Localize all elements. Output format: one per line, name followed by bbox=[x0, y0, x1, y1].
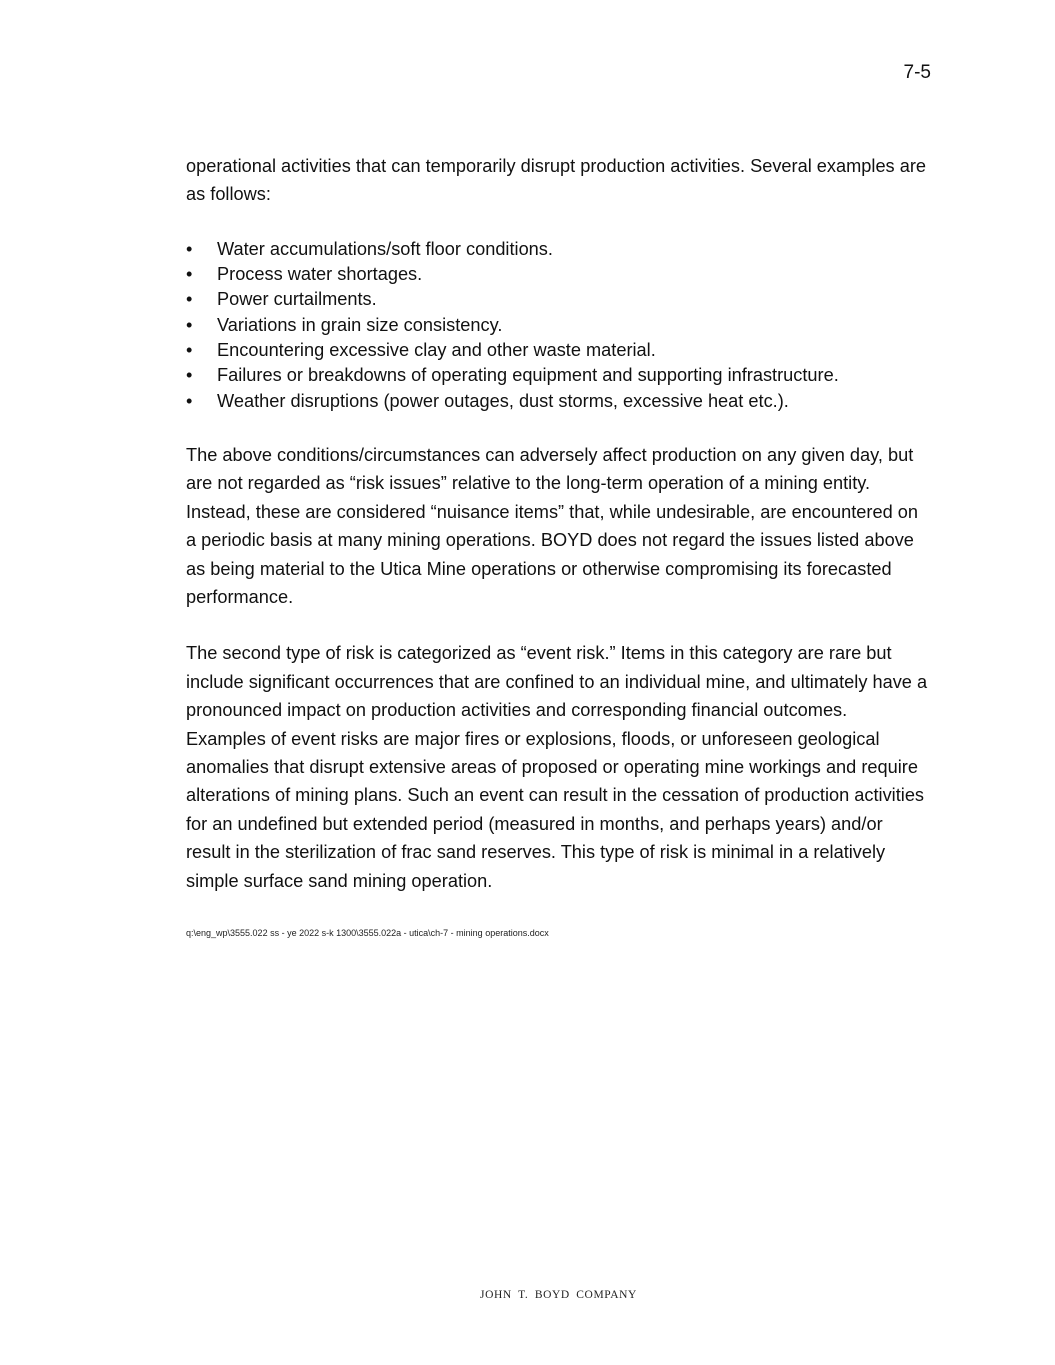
list-item-text: Weather disruptions (power outages, dust storms, excessive heat etc.). bbox=[217, 390, 789, 411]
bullet-icon: • bbox=[186, 289, 193, 310]
list-item-text: Power curtailments. bbox=[217, 289, 377, 310]
bullet-icon: • bbox=[186, 365, 193, 386]
list-item bbox=[186, 363, 931, 388]
list-item bbox=[186, 237, 931, 262]
event-risk-paragraph: The second type of risk is categorized as “event risk.” Items in this category are rare but include significant occurrences that are confined to an individual mine, and ultimately have a pronounced impact on production activities and corresponding financial outcomes. Examples of event risks are major fires or explosions, floods, or unforeseen geological anomalies that disrupt extensive areas of proposed or operating mine workings and require alterations of mining plans. Such an event can result in the cessation of production activities for an undefined but extended period (measured in months, and perhaps years) and/or result in the sterilization of frac sand reserves. This type of risk is minimal in a relatively simple surface sand mining operation. bbox=[186, 643, 928, 891]
document-body bbox=[186, 152, 931, 923]
bullet-icon: • bbox=[186, 340, 193, 360]
list-item bbox=[186, 338, 931, 363]
list-item-text: Encountering excessive clay and other waste material. bbox=[217, 340, 656, 360]
bullet-icon: • bbox=[186, 314, 193, 335]
list-item bbox=[186, 287, 931, 312]
page-number: 7-5 bbox=[903, 62, 931, 83]
bullet-icon: • bbox=[186, 238, 193, 259]
list-item bbox=[186, 313, 931, 338]
list-item bbox=[186, 262, 931, 287]
list-item-text: Water accumulations/soft floor conditions. bbox=[217, 238, 553, 259]
risk-examples-list bbox=[186, 237, 931, 414]
bullet-icon: • bbox=[186, 390, 193, 411]
file-path-note: q:\eng_wp\3555.022 ss - ye 2022 s-k 1300\3555.022a - utica\ch-7 - mining operations.docx bbox=[186, 928, 549, 938]
nuisance-items-paragraph: The above conditions/circumstances can adversely affect production on any given day, but are not regarded as “risk issues” relative to the long-term operation of a mining entity. Instead, these are considered “nuisance items” that, while undesirable, are encountered on a periodic basis at many mining operations. BOYD does not regard the issues listed above as being material to the Utica Mine operations or otherwise compromising its forecasted performance. bbox=[186, 444, 918, 607]
bullet-icon: • bbox=[186, 264, 193, 285]
intro-paragraph: operational activities that can temporarily disrupt production activities. Several examples are as follows: bbox=[186, 156, 926, 205]
company-footer: JOHN T. BOYD COMPANY bbox=[480, 1289, 637, 1301]
list-item-text: Failures or breakdowns of operating equipment and supporting infrastructure. bbox=[217, 365, 839, 386]
list-item bbox=[186, 389, 931, 414]
list-item-text: Process water shortages. bbox=[217, 264, 423, 285]
list-item-text: Variations in grain size consistency. bbox=[217, 314, 503, 335]
